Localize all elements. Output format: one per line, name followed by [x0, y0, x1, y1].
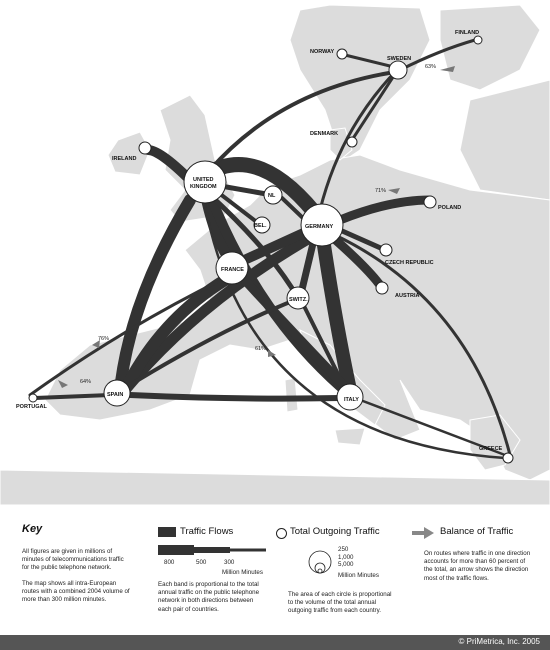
balance-arrow-swatch: [412, 527, 434, 539]
label-norway: NORWAY: [310, 49, 335, 55]
circles-scale-5000: 5,000: [338, 561, 354, 568]
circle-denmark: [347, 137, 357, 147]
pct-spain-france: 76%: [98, 336, 110, 342]
pct-spain-portugal: 64%: [80, 379, 92, 385]
label-switz: SWITZ.: [289, 297, 308, 303]
label-denmark: DENMARK: [310, 131, 339, 137]
label-finland: FINLAND: [455, 30, 480, 36]
circle-sweden: [389, 61, 407, 79]
flows-scale-500: 500: [196, 559, 207, 566]
circles-unit: Million Minutes: [338, 572, 379, 579]
circle-austria: [376, 282, 388, 294]
circle-finland: [474, 36, 482, 44]
label-france: FRANCE: [221, 267, 244, 273]
pct-germany-poland: 71%: [375, 188, 387, 194]
label-bel: BEL.: [254, 223, 267, 229]
circles-title: Total Outgoing Traffic: [290, 526, 380, 537]
label-uk-2: KINGDOM: [190, 184, 217, 190]
key-paragraph-1: All figures are given in millions of minutes of telecommunications traffic for the public telephone network.: [22, 548, 124, 572]
circles-scale-graphic: [308, 545, 338, 575]
label-portugal: PORTUGAL: [16, 404, 47, 410]
flows-swatch: [158, 527, 176, 537]
circle-norway: [337, 49, 347, 59]
circles-scale-1000: 1,000: [338, 553, 354, 561]
label-poland: POLAND: [438, 205, 462, 211]
circle-poland: [424, 196, 436, 208]
key-title: Key: [22, 523, 43, 535]
flows-description: Each band is proportional to the total annual traffic on the public telephone network in both directions between each pair of countries.: [158, 581, 260, 613]
label-italy: ITALY: [344, 397, 359, 403]
label-czech: CZECH REPUBLIC: [385, 260, 434, 266]
footer-bar: [0, 635, 550, 650]
label-sweden: SWEDEN: [387, 56, 412, 62]
circles-scale: [338, 546, 353, 569]
label-greece: GREECE: [479, 446, 503, 452]
balance-description: On routes where traffic in one direction accounts for more than 60 percent of the total, an arrow shows the direction most of the traffic flows.: [424, 550, 531, 582]
circle-greece: [503, 453, 513, 463]
arrow-france-italy: [268, 350, 276, 357]
label-spain: SPAIN: [107, 392, 124, 398]
flows-title: Traffic Flows: [180, 526, 234, 537]
key-text: [22, 548, 132, 611]
label-ireland: IRELAND: [112, 156, 137, 162]
flows-unit: Million Minutes: [222, 569, 263, 576]
flow-spain-italy: [130, 395, 340, 399]
flows-scale-800: 800: [164, 559, 175, 566]
flows-scale-300: 300: [224, 559, 235, 566]
pct-sweden-finland: 63%: [425, 64, 437, 70]
key-paragraph-2: The map shows all intra-European routes with a combined 2004 volume of more than 300 million minutes.: [22, 579, 130, 604]
label-uk-1: UNITED: [193, 177, 214, 183]
circles-description: The area of each circle is proportional to the volume of the total annual outgoing traffic from each country.: [288, 591, 392, 615]
legend-panel: [0, 505, 550, 635]
balance-title: Balance of Traffic: [440, 526, 514, 537]
circle-swatch: [276, 528, 287, 539]
pct-france-italy: 61%: [255, 346, 267, 352]
circle-czech: [380, 244, 392, 256]
circle-ireland: [139, 142, 151, 154]
copyright: © PriMetrica, Inc. 2005: [458, 637, 540, 646]
circle-portugal: [29, 394, 37, 402]
circles-scale-250: 250: [338, 546, 349, 553]
label-germany: GERMANY: [305, 224, 334, 230]
label-austria: AUSTRIA: [395, 293, 420, 299]
label-nl: NL: [268, 193, 276, 199]
flows-scale-bar: [158, 543, 268, 557]
